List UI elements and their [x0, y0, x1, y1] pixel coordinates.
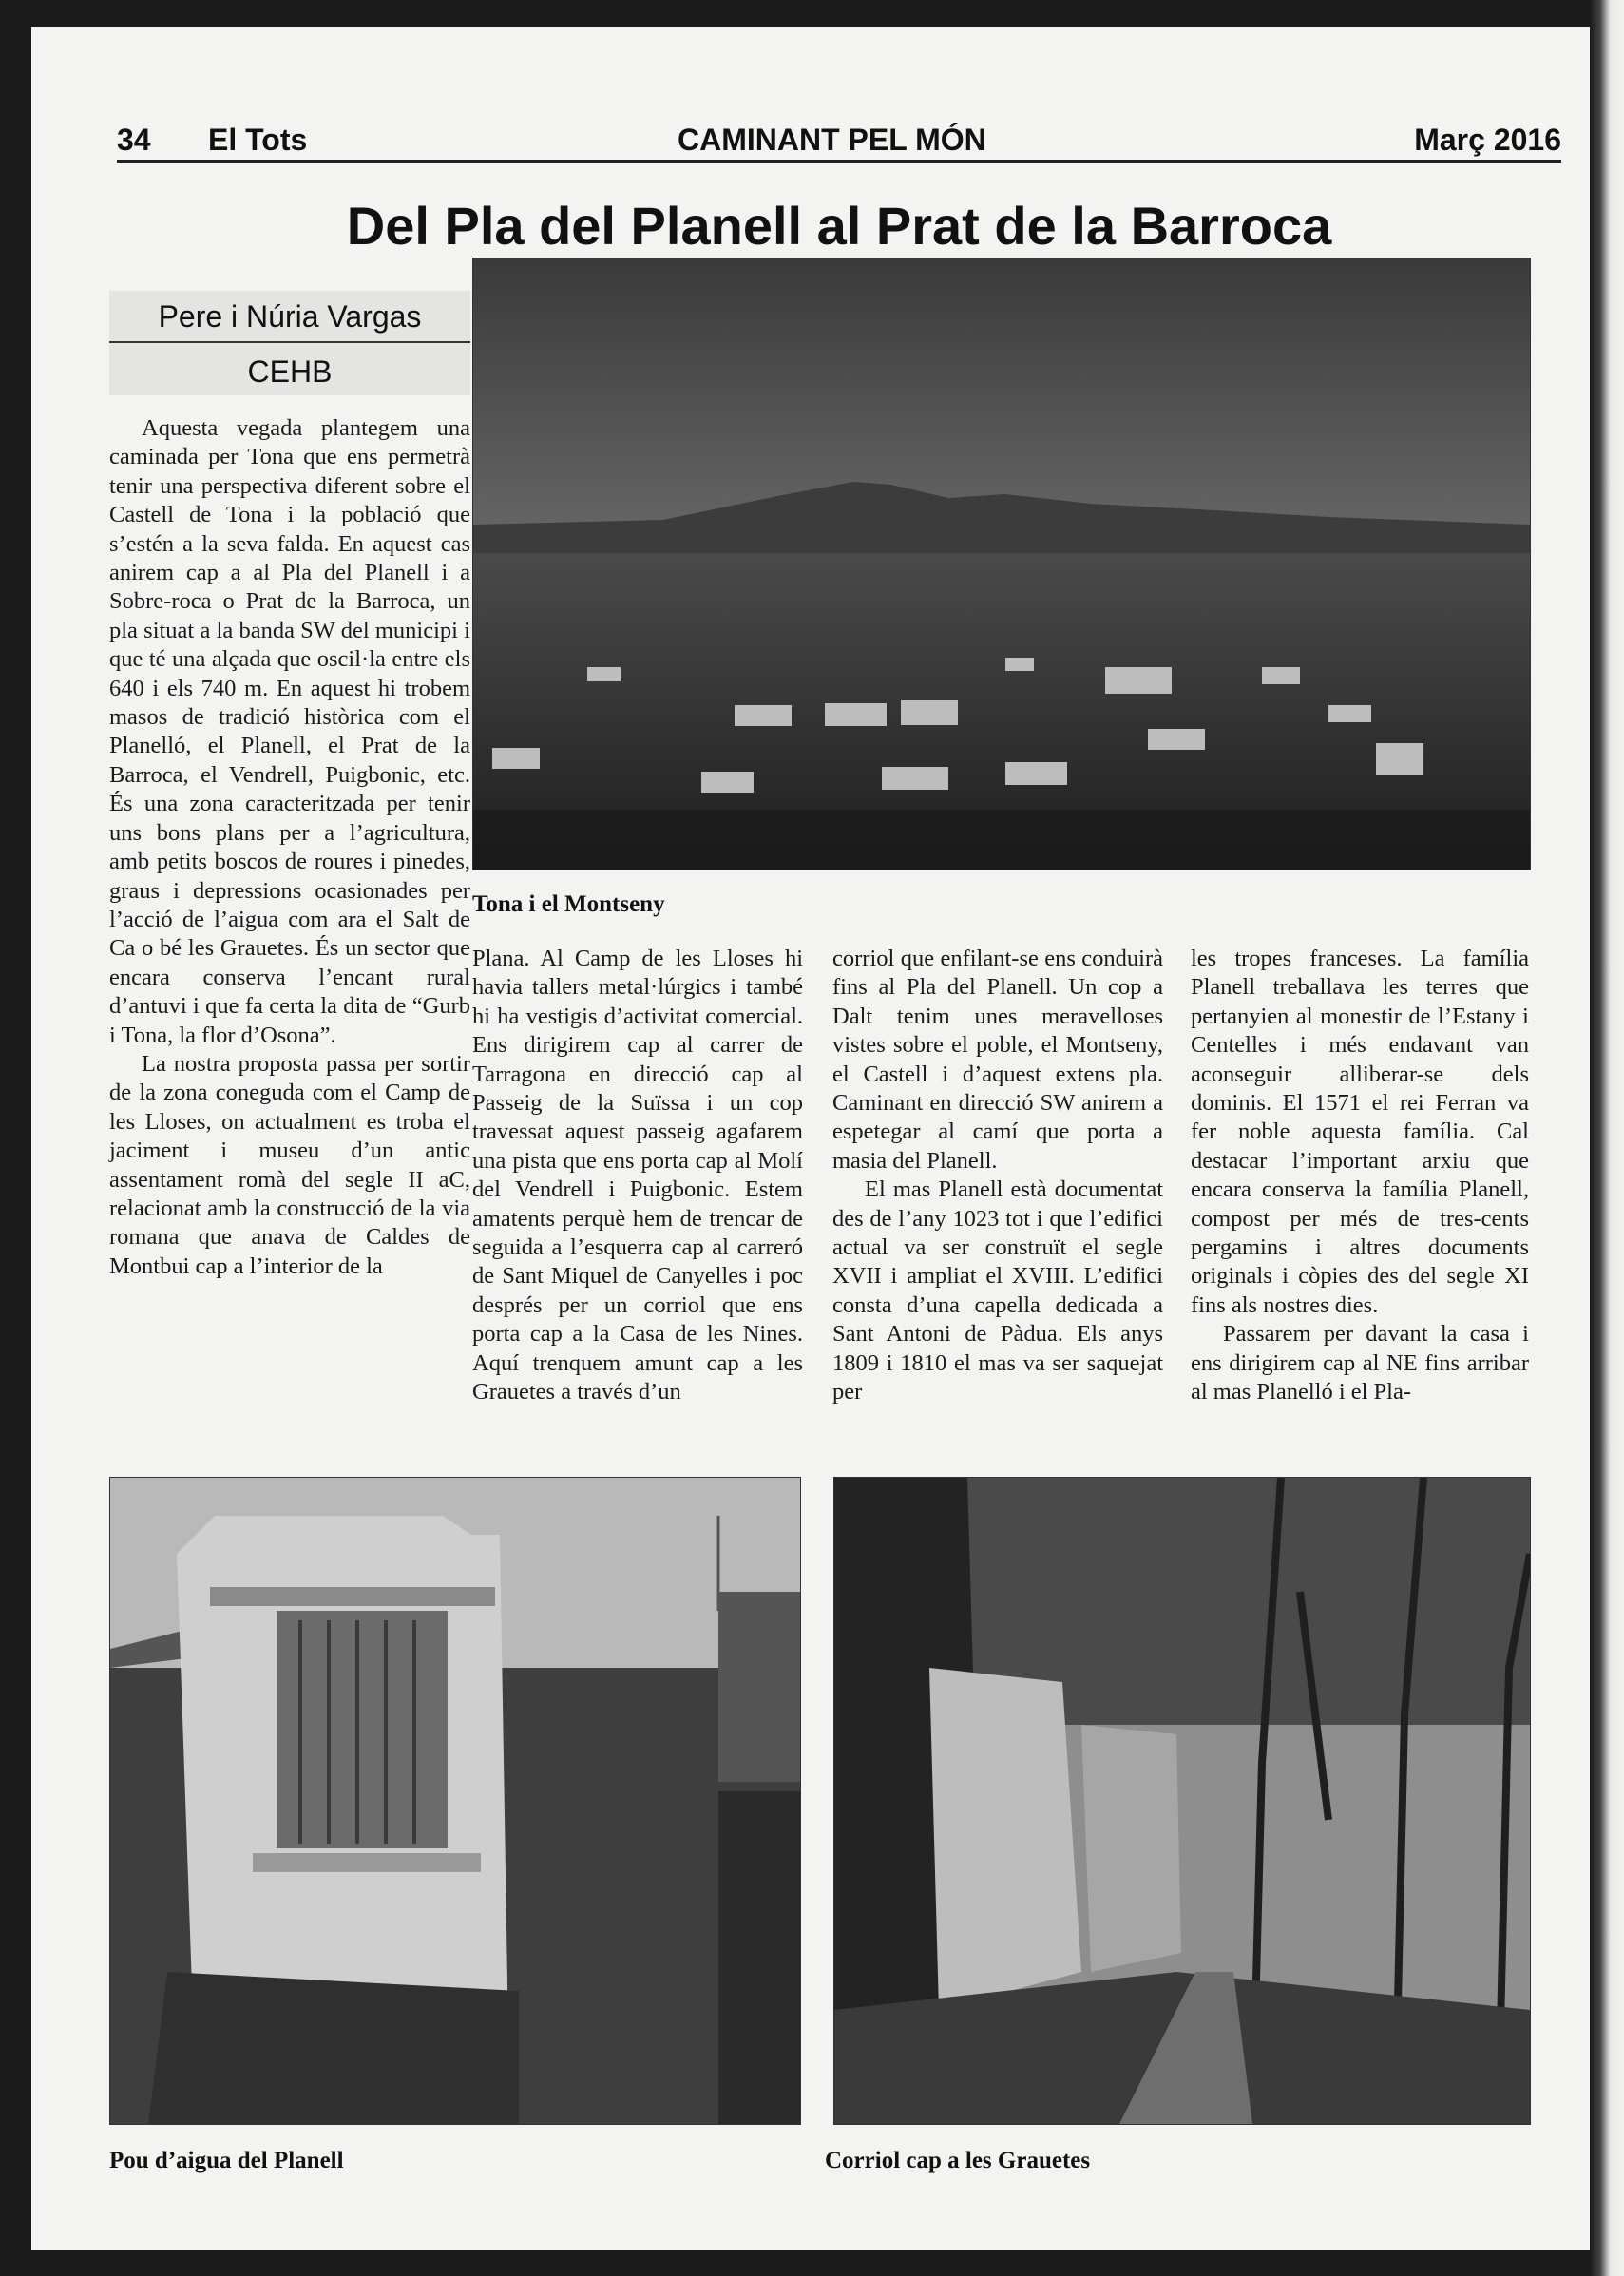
magazine-page — [31, 27, 1590, 2250]
text-column-2 — [472, 945, 803, 1407]
caption-photo2: Pou d’aigua del Planell — [109, 2148, 344, 2173]
path-photo — [834, 1478, 1530, 2124]
text-column-4 — [1191, 945, 1529, 1407]
issue-date: Març 2016 — [1414, 123, 1561, 157]
landscape-photo — [473, 258, 1530, 870]
paragraph: El mas Planell està documentat des de l’any 1023 tot i que l’edifici actual va ser construït el segle XVII i ampliat el XVIII. L’edifici consta d’una capella dedicada a Sant Antoni de Pàdua. Els anys 1809 i 1810 el mas va ser saquejat per — [832, 1176, 1163, 1406]
text-column-1 — [109, 414, 470, 1281]
header-rule — [117, 160, 1561, 163]
caption-photo3: Corriol cap a les Grauetes — [825, 2148, 1091, 2173]
photo-well — [109, 1477, 801, 2125]
section-name: CAMINANT PEL MÓN — [678, 123, 986, 157]
paragraph: les tropes franceses. La família Planell treballava les terres que pertanyien al monestir de l’Estany i Centelles i més endavant van aconseguir alliberar-se dels dominis. El 1571 el rei Ferran va fer noble aquesta família. Cal destacar l’important arxiu que encara conserva la família Planell, compost per més de tres-cents pergamins i altres documents originals i còpies des del segle XI fins als nostres dies. — [1191, 946, 1529, 1318]
photo-path — [833, 1477, 1531, 2125]
author-name: Pere i Núria Vargas — [158, 299, 422, 334]
paragraph: Plana. Al Camp de les Lloses hi havia tallers metal·lúrgics i també hi ha vestigis d’activitat comercial. Ens dirigirem cap al carrer de Tarragona en direcció cap al Passeig de la Suïssa i un cop travessat aquest passeig agafarem una pista que ens porta cap al Molí del Vendrell i Puigbonic. Estem amatents perquè hem de trencar de seguida a l’esquerra cap al carreró de Sant Miquel de Canyelles i poc després per un corriol que ens porta cap a la Casa de les Nines. Aquí trenquem amunt cap a les Grauetes a través d’un — [472, 946, 803, 1406]
publication-name: El Tots — [208, 123, 308, 157]
byline-rule — [109, 341, 470, 343]
caption-photo1: Tona i el Montseny — [472, 891, 665, 917]
running-header — [117, 118, 1561, 162]
well-photo — [110, 1478, 800, 2124]
paragraph: La nostra proposta passa per sortir de la zona coneguda com el Camp de les Lloses, on actualment es troba el jaciment i museu d’un antic assentament romà del segle II aC, relacionat amb la construcció de la via romana que anava de Caldes de Montbui cap a l’interior de la — [109, 1050, 470, 1279]
paragraph: Passarem per davant la casa i ens dirigirem cap al NE fins arribar al mas Planelló i el Pla- — [1191, 1321, 1529, 1406]
paragraph: Aquesta vegada plantegem una caminada per Tona que ens permetrà tenir una perspectiva diferent sobre el Castell de Tona i la població que s’estén a la seva falda. En aquest cas anirem cap a al Pla del Planell i a Sobre-roca o Prat de la Barroca, un pla situat a la banda SW del municipi i que té una alçada que oscil·la entre els 640 i els 740 m. En aquest hi trobem masos de tradició històrica com el Planelló, el Planell, el Prat de la Barroca, el Vendrell, Puigbonic, etc. És una zona caracteritzada per tenir uns bons plans per a l’agricultura, amb petits boscos de roures i pinedes, graus i depressions ocasionades per l’acció de l’aigua com ara el Salt de Ca o bé les Grauetes. És un sector que encara conserva l’encant rural d’antuvi i que fa certa la dita de “Gurb i Tona, la flor d’Osona”. — [109, 415, 470, 1048]
page-spine-shadow — [1590, 0, 1624, 2276]
author-organization: CEHB — [247, 354, 333, 389]
text-column-3 — [832, 945, 1163, 1407]
photo-tona-montseny — [472, 258, 1531, 870]
page-number: 34 — [117, 123, 151, 157]
article-title: Del Pla del Planell al Prat de la Barroca — [346, 196, 1332, 256]
paragraph: corriol que enfilant-se ens conduirà fins al Pla del Planell. Un cop a Dalt tenim unes meravelloses vistes sobre el poble, el Montseny, el Castell i d’aquest extens pla. Caminant en direcció SW anirem a espetegar al camí que porta a masia del Planell. — [832, 946, 1163, 1174]
